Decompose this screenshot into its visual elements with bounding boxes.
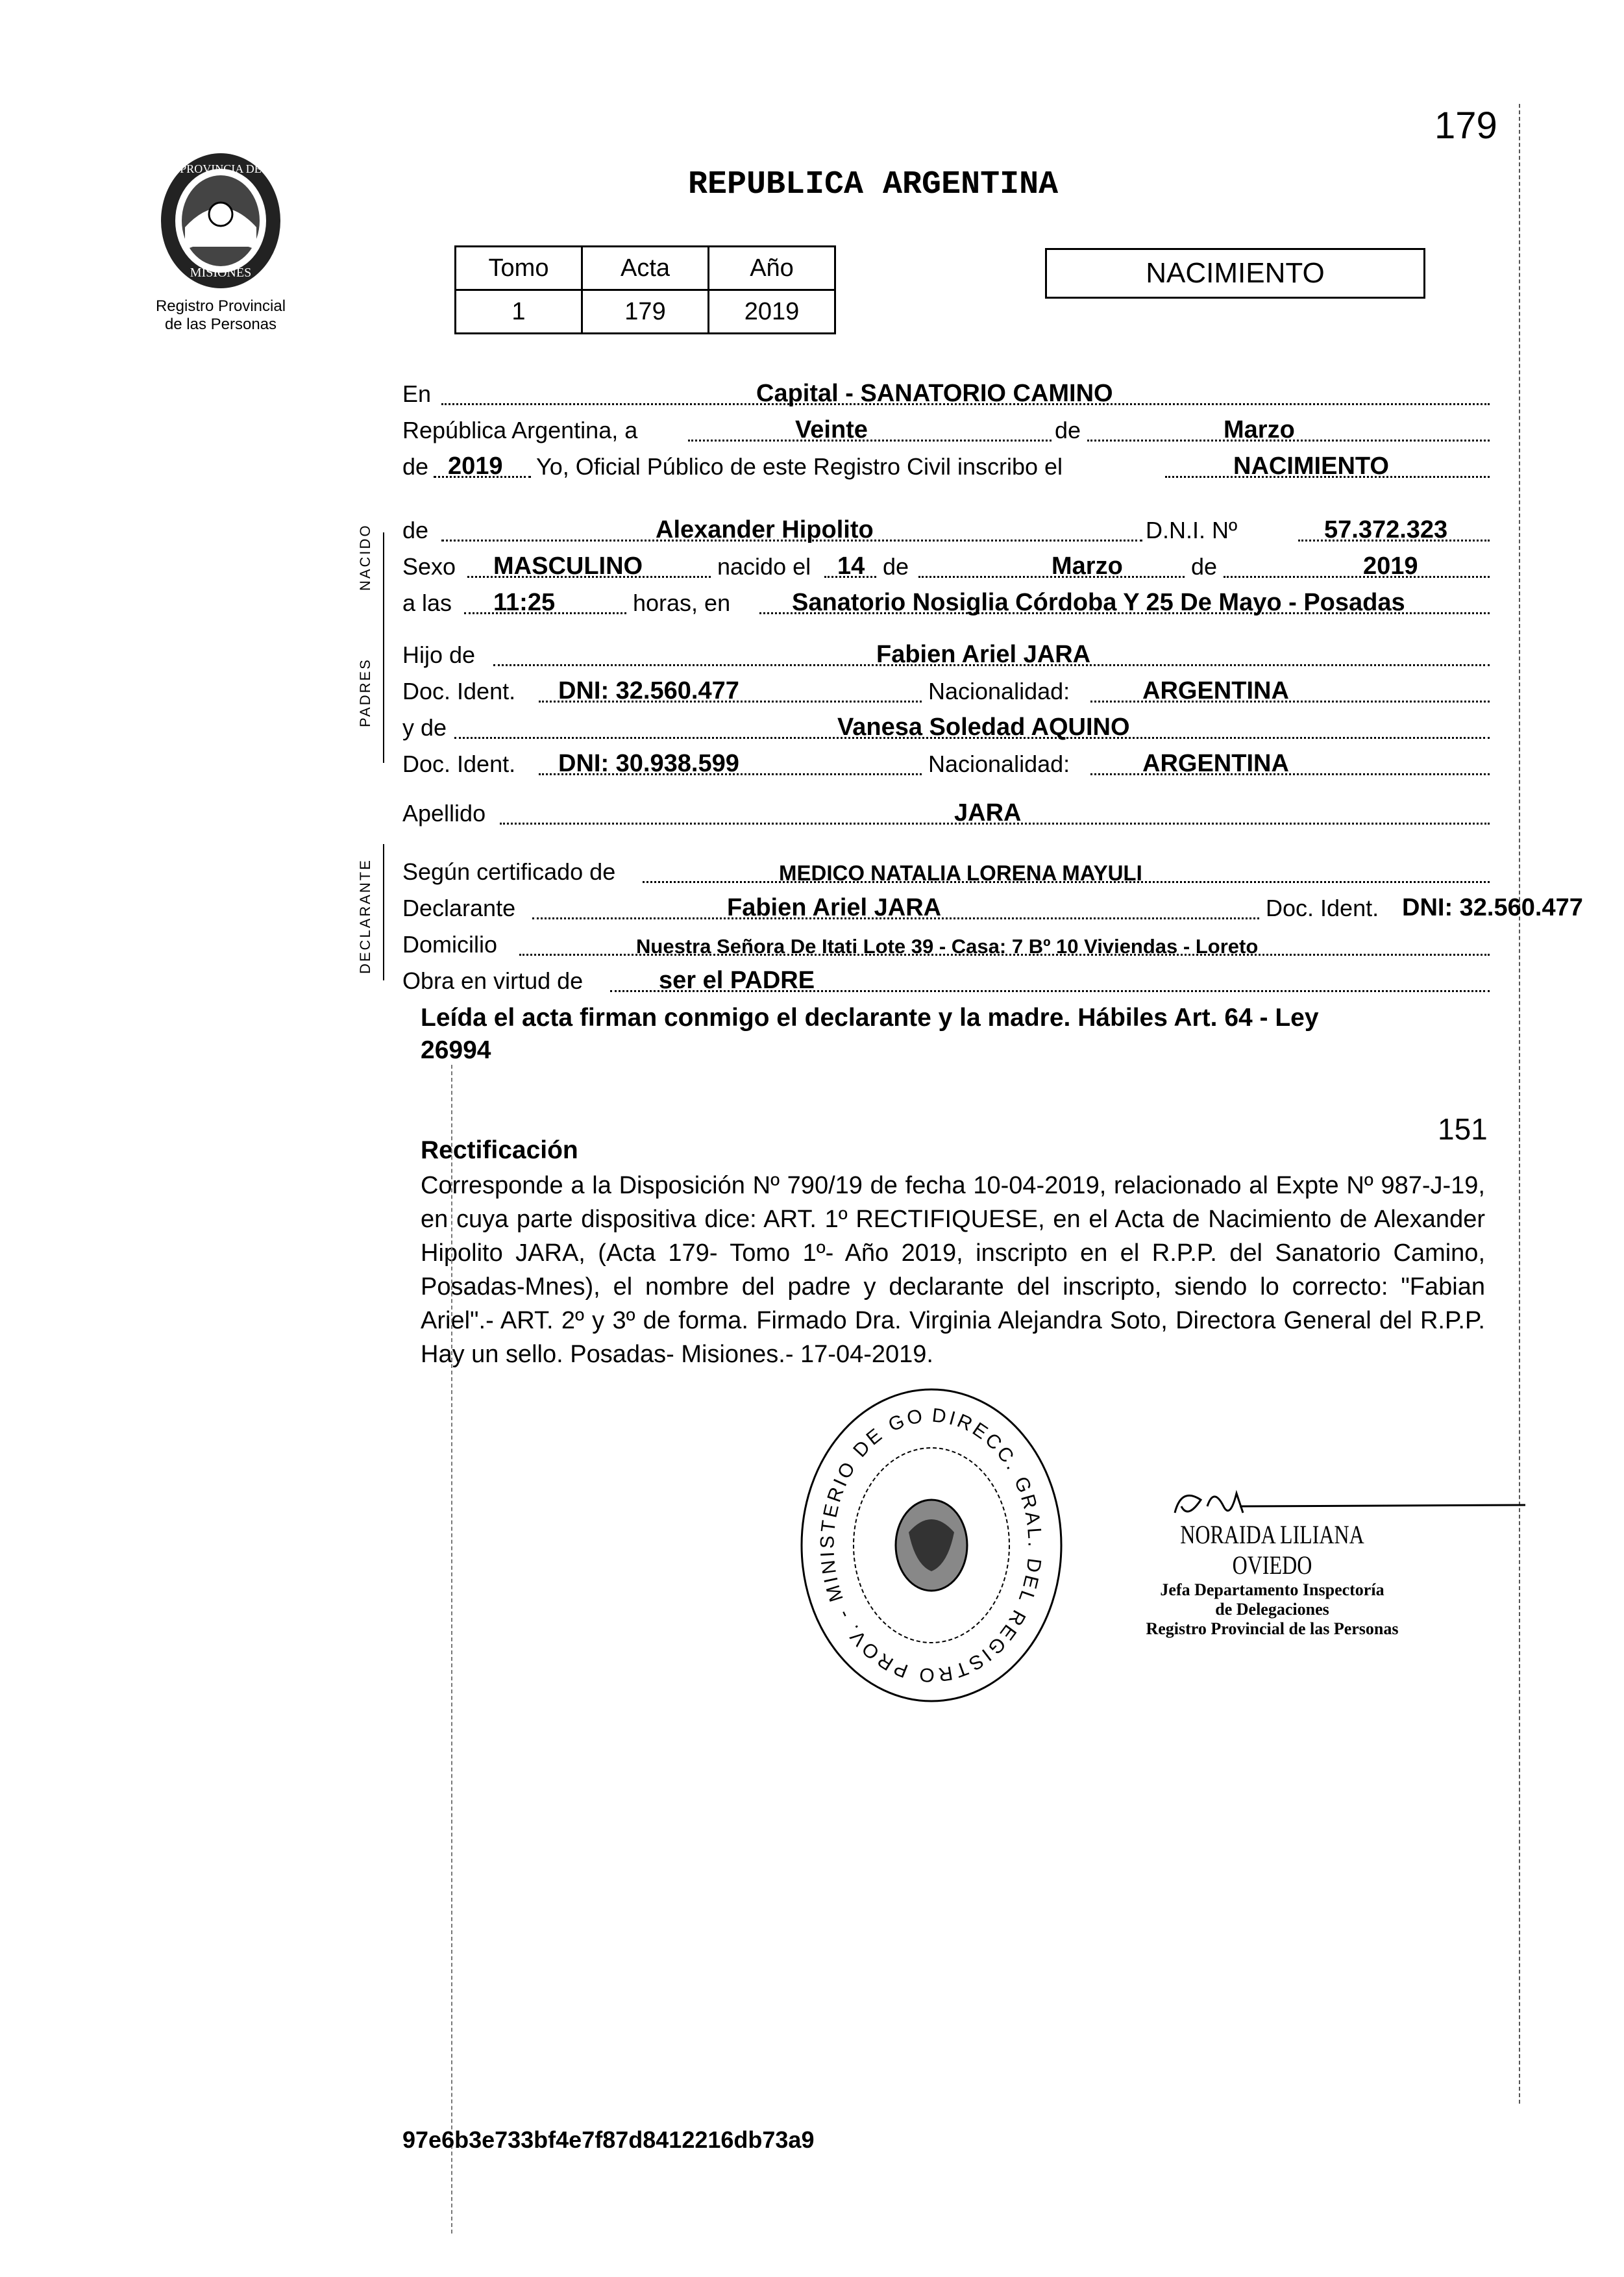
value-nacido-mes: Marzo <box>1052 553 1123 580</box>
side-label-padres: PADRES <box>357 658 373 727</box>
value-dni: 57.372.323 <box>1324 516 1448 543</box>
row-hora <box>402 586 1490 619</box>
table-header-anio: Año <box>709 247 835 290</box>
label-domicilio: Domicilio <box>402 931 498 958</box>
label-de-5: de <box>1191 553 1218 580</box>
signature-line-2: de Delegaciones <box>1215 1600 1329 1619</box>
row-madre-doc <box>402 747 1490 780</box>
table-header-tomo: Tomo <box>456 247 582 290</box>
value-obra: ser el PADRE <box>659 967 815 994</box>
logo-caption <box>136 297 305 334</box>
value-mes: Marzo <box>1224 416 1295 443</box>
value-sexo: MASCULINO <box>493 553 643 580</box>
row-padre-doc <box>402 674 1490 708</box>
record-table <box>454 245 836 334</box>
value-apellido: JARA <box>954 799 1022 827</box>
table-value-anio: 2019 <box>709 290 835 334</box>
row-republica <box>402 413 1490 447</box>
label-en: En <box>402 380 432 407</box>
row-nombre <box>402 513 1490 547</box>
value-domicilio: Nuestra Señora De Itati Lote 39 - Casa: 7 Bº 10 Viviendas - Loreto <box>636 935 1259 958</box>
rectificacion-title: Rectificación <box>421 1136 578 1164</box>
row-apellido <box>402 796 1490 830</box>
value-madre-nac: ARGENTINA <box>1142 750 1289 777</box>
note-number: 151 <box>1438 1112 1488 1146</box>
table-header-acta: Acta <box>582 247 709 290</box>
label-republica: República Argentina, a <box>402 417 638 443</box>
value-lugar-inscripcion: Capital - SANATORIO CAMINO <box>756 380 1113 407</box>
value-padre-doc: DNI: 32.560.477 <box>558 677 739 704</box>
label-nacido-el: nacido el <box>717 553 811 580</box>
label-dni: D.N.I. Nº <box>1146 517 1238 543</box>
value-nombre: Alexander Hipolito <box>656 516 874 543</box>
side-label-declarante: DECLARANTE <box>357 858 373 974</box>
label-obra: Obra en virtud de <box>402 967 584 994</box>
label-segun: Según certificado de <box>402 858 616 885</box>
label-declarante: Declarante <box>402 895 516 921</box>
row-segun <box>402 854 1490 888</box>
row-declarante <box>402 891 1583 925</box>
closing-line-2: 26994 <box>421 1036 491 1064</box>
logo-top-text: PROVINCIA DE <box>180 162 262 175</box>
signature-scribble <box>1162 1480 1525 1519</box>
row-obra <box>402 964 1490 997</box>
row-madre <box>402 710 1490 744</box>
label-de-4: de <box>883 553 909 580</box>
rectificacion-text: Corresponde a la Disposición Nº 790/19 de fecha 10-04-2019, relacionado al Expte Nº 987-J-19, en cuya parte dispositiva dice: ART. 1º RECTIFIQUESE, en el Acta de Nacimiento de Alexander Hipolito JARA, (Acta 179- Tomo 1º- Año 2019, inscripto en el R.P.P. del Sanatorio Camino, Posadas-Mnes), el nombre del padre y declarante del inscripto, siendo lo correcto: "Fabian Ariel".- ART. 2º y 3º de forma. Firmado Dra. Virginia Alejandra Soto, Directora General del R.P.P. Hay un sello. Posadas- Misiones.- 17-04-2019. <box>421 1172 1485 1368</box>
label-hijo-de: Hijo de <box>402 641 476 668</box>
record-type-box: NACIMIENTO <box>1045 248 1425 299</box>
row-domicilio <box>402 927 1490 961</box>
label-oficial: Yo, Oficial Público de este Registro Civil inscribo el <box>536 453 1063 480</box>
value-madre-doc: DNI: 30.938.599 <box>558 750 739 777</box>
label-horas-en: horas, en <box>633 590 731 616</box>
value-inscribo: NACIMIENTO <box>1233 453 1389 480</box>
stamp-ring-text: DIRECC. GRAL. DEL REGISTRO PROV. - MINISTERIO DE GO <box>817 1404 1046 1686</box>
label-de-3: de <box>402 517 429 543</box>
label-de: de <box>1055 417 1081 443</box>
value-nacido-anio: 2019 <box>1363 553 1418 580</box>
side-label-nacido: NACIDO <box>357 523 373 591</box>
official-stamp <box>792 1383 1071 1708</box>
label-y-de: y de <box>402 714 447 741</box>
signature-line-1: Jefa Departamento Inspectoría <box>1160 1580 1384 1599</box>
label-doc-declarante: Doc. Ident. <box>1266 895 1379 921</box>
logo-caption-line2: de las Personas <box>164 316 277 333</box>
logo-caption-line1: Registro Provincial <box>155 297 286 315</box>
left-guide-line <box>451 1065 452 2233</box>
section-bar-padres <box>383 627 384 763</box>
value-hora: 11:25 <box>493 589 556 616</box>
table-value-tomo: 1 <box>456 290 582 334</box>
value-declarante: Fabien Ariel JARA <box>727 894 942 921</box>
table-value-acta: 179 <box>582 290 709 334</box>
value-certificado: MEDICO NATALIA LORENA MAYULI <box>779 861 1142 885</box>
signature-name: NORAIDA LILIANA OVIEDO <box>1180 1520 1364 1580</box>
value-dia: Veinte <box>795 416 868 443</box>
row-sexo <box>402 549 1490 583</box>
label-nacionalidad-madre: Nacionalidad: <box>928 751 1070 777</box>
signature-line-3: Registro Provincial de las Personas <box>1146 1619 1399 1638</box>
header-title: REPUBLICA ARGENTINA <box>688 166 1059 203</box>
label-doc-madre: Doc. Ident. <box>402 751 516 777</box>
label-doc-padre: Doc. Ident. <box>402 678 516 704</box>
label-sexo: Sexo <box>402 553 456 580</box>
value-anio: 2019 <box>448 453 503 480</box>
label-nacionalidad-padre: Nacionalidad: <box>928 678 1070 704</box>
value-declarante-doc: DNI: 32.560.477 <box>1402 894 1583 921</box>
value-lugar-nacimiento: Sanatorio Nosiglia Córdoba Y 25 De Mayo - Posadas <box>792 589 1405 616</box>
value-madre: Vanesa Soledad AQUINO <box>837 714 1130 741</box>
value-padre: Fabien Ariel JARA <box>876 641 1091 668</box>
row-oficial <box>402 449 1490 483</box>
section-bar-declarante <box>383 844 384 980</box>
province-seal-logo <box>156 149 286 292</box>
row-hijo <box>402 638 1490 671</box>
value-padre-nac: ARGENTINA <box>1142 677 1289 704</box>
closing-line-1: Leída el acta firman conmigo el declarante y la madre. Hábiles Art. 64 - Ley <box>421 1004 1319 1032</box>
label-a-las: a las <box>402 590 452 616</box>
page-number: 179 <box>1434 105 1497 147</box>
row-en <box>402 377 1490 410</box>
signature-block <box>1129 1519 1415 1639</box>
right-margin-line <box>1519 104 1521 2104</box>
label-apellido: Apellido <box>402 800 486 827</box>
value-nacido-dia: 14 <box>837 553 865 580</box>
label-de-2: de <box>402 453 429 480</box>
logo-bottom-text: MISIONES <box>190 266 252 280</box>
document-hash: 97e6b3e733bf4e7f87d8412216db73a9 <box>402 2126 815 2153</box>
